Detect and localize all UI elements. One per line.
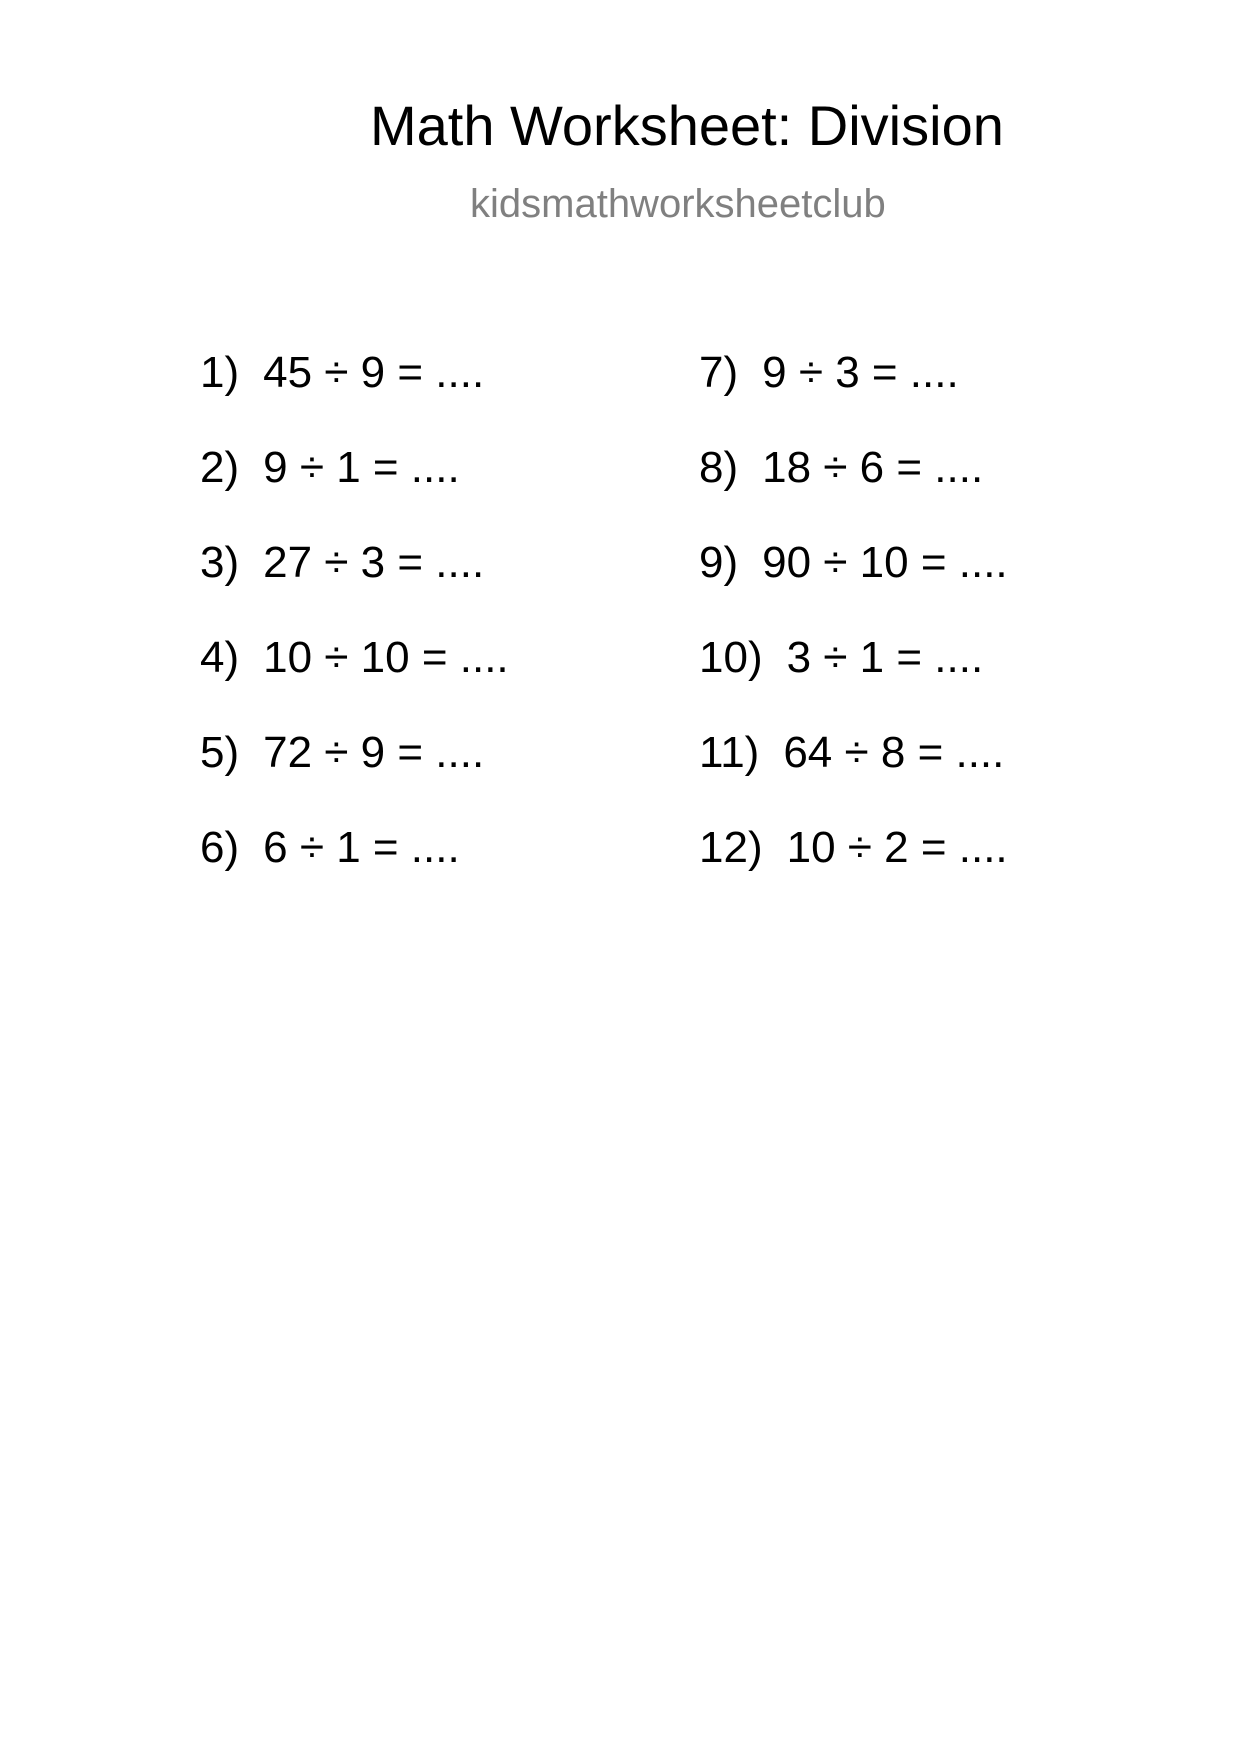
problem-expression: 10 ÷ 10 = .... — [263, 633, 509, 682]
problem-item — [699, 633, 1139, 731]
problem-item — [699, 443, 1139, 541]
problem-number: 10) — [699, 633, 763, 682]
problem-item — [200, 728, 640, 826]
problem-column-right — [699, 348, 1139, 921]
problem-item — [699, 823, 1139, 921]
problem-number: 9) — [699, 538, 739, 587]
problem-expression: 9 ÷ 3 = .... — [762, 348, 959, 397]
problem-item — [200, 443, 640, 541]
problem-item — [200, 538, 640, 636]
problem-number: 8) — [699, 443, 739, 492]
problem-number: 11) — [699, 728, 760, 777]
problem-expression: 72 ÷ 9 = .... — [263, 728, 485, 777]
problem-expression: 3 ÷ 1 = .... — [786, 633, 984, 682]
problem-number: 7) — [699, 348, 739, 397]
problem-expression: 6 ÷ 1 = .... — [263, 823, 460, 872]
problem-number: 5) — [200, 728, 240, 777]
problem-expression: 10 ÷ 2 = .... — [786, 823, 1008, 872]
worksheet-title: Math Worksheet: Division — [370, 94, 1004, 157]
problem-item — [200, 348, 640, 446]
problem-number: 2) — [200, 443, 240, 492]
problem-expression: 18 ÷ 6 = .... — [762, 443, 984, 492]
problem-number: 1) — [200, 348, 240, 397]
problem-item — [200, 633, 640, 731]
problem-number: 3) — [200, 538, 240, 587]
problem-expression: 90 ÷ 10 = .... — [762, 538, 1008, 587]
problem-expression: 64 ÷ 8 = .... — [783, 728, 1005, 777]
problem-number: 12) — [699, 823, 763, 872]
problem-item — [699, 728, 1139, 826]
problem-expression: 27 ÷ 3 = .... — [263, 538, 485, 587]
problem-expression: 9 ÷ 1 = .... — [263, 443, 460, 492]
problem-expression: 45 ÷ 9 = .... — [263, 348, 485, 397]
problem-item — [200, 823, 640, 921]
problem-item — [699, 538, 1139, 636]
problem-column-left — [200, 348, 640, 921]
problem-item — [699, 348, 1139, 446]
problem-number: 4) — [200, 633, 240, 682]
worksheet-source: kidsmathworksheetclub — [470, 182, 886, 226]
problem-number: 6) — [200, 823, 240, 872]
